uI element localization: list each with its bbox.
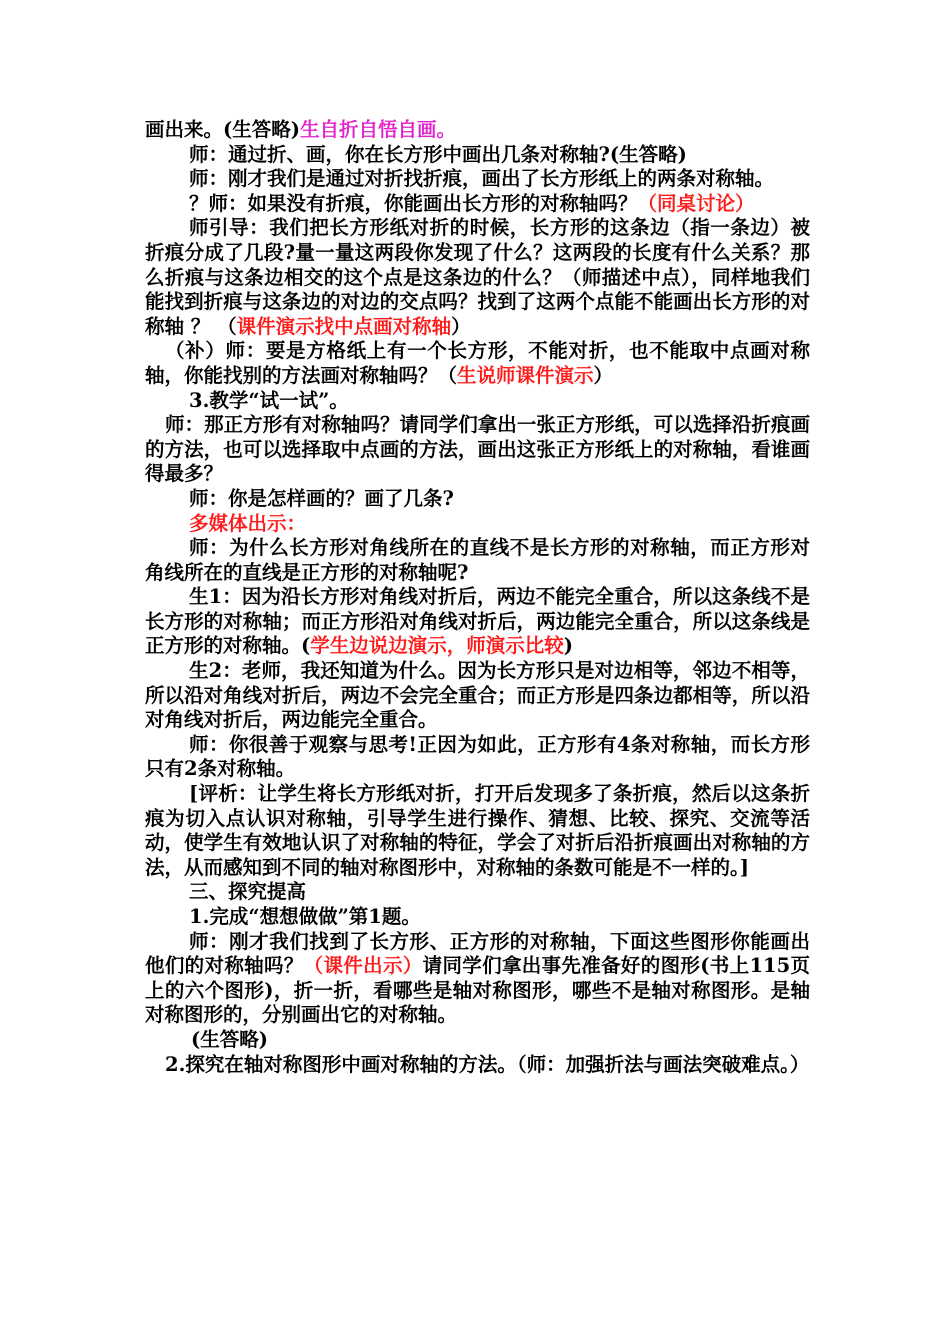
highlight-text: 学生边说边演示，师演示比较	[310, 634, 564, 658]
text: 师引导：我们把长方形纸对折的时候，长方形的这条边（指一条边）被折痕分成了几段?量一量这两段你发现了什么？这两段的长度有什么关系？那么折痕与这条边相交的这个点是这条边的什么？（师描述中点），同样地我们能找到折痕与这条边的对边的交点吗？找到了这两个点能不能画出长方形的对称轴 ？ （	[145, 216, 810, 338]
paragraph-10	[145, 512, 810, 537]
text: ）	[593, 363, 614, 387]
paragraph-3	[145, 167, 810, 192]
paragraph-4	[145, 192, 810, 217]
text: 师：你是怎样画的？画了几条?	[189, 486, 454, 510]
text: （补）师：要是方格纸上有一个长方形，不能对折，也不能取中点画对称轴，你能找别的方法画对称轴吗？（	[145, 339, 810, 387]
paragraph-12	[145, 585, 810, 659]
paragraph-17	[145, 905, 810, 930]
paragraph-19	[145, 1028, 810, 1053]
highlight-text: 多媒体出示：	[189, 511, 307, 535]
document-page	[145, 118, 810, 1077]
text: 师：刚才我们找到了长方形、正方形的对称轴，下面这些图形你能画出他们的对称轴吗？	[145, 929, 810, 978]
text: 三、探究提高	[189, 880, 307, 904]
text: 生1：因为沿长方形对角线对折后，两边不能完全重合，所以这条线不是长方形的对称轴；而正方形沿对角线对折后，两边能完全重合，所以这条线是正方形的对称轴。(	[145, 585, 810, 658]
paragraph-13	[145, 659, 810, 733]
text: ？师：如果没有折痕，你能画出长方形的对称轴吗？	[189, 191, 638, 215]
paragraph-7	[145, 389, 810, 414]
text: (生答略)	[191, 1027, 268, 1051]
paragraph-14	[145, 733, 810, 782]
paragraph-1	[145, 118, 810, 143]
section-heading	[145, 880, 810, 905]
text: 师：刚才我们是通过对折找折痕，画出了长方形纸上的两条对称轴。	[189, 167, 775, 191]
paragraph-20	[145, 1053, 810, 1078]
paragraph-11	[145, 536, 810, 585]
paragraph-8	[145, 413, 810, 487]
text: 请同学们拿出事先准备好的图形(书上115页上的六个图形)，折一折，看哪些是轴对称图形，哪些不是轴对称图形。是轴对称图形的，分别画出它的对称轴。	[145, 954, 810, 1027]
text: [评析：让学生将长方形纸对折，打开后发现多了条折痕，然后以这条折痕为切入点认识对称轴，引导学生进行操作、猜想、比较、探究、交流等活动，使学生有效地认识了对称轴的特征，学会了对折后沿折痕画出对称轴的方法，从而感知到不同的轴对称图形中，对称轴的条数可能是不一样的。]	[145, 782, 810, 879]
text: 师：通过折、画，你在长方形中画出几条对称轴?(生答略)	[189, 142, 687, 166]
paragraph-15	[145, 782, 810, 880]
highlight-text: 生说师课件演示	[457, 363, 594, 387]
text: 2.探究在轴对称图形中画对称轴的方法。（师：加强折法与画法突破难点。）	[165, 1052, 810, 1076]
paragraph-5	[145, 216, 810, 339]
text: 3.教学“试一试”。	[189, 388, 349, 412]
paragraph-2	[145, 143, 810, 168]
paragraph-6	[145, 339, 810, 388]
paragraph-18	[145, 930, 810, 1028]
highlight-text: 课件演示找中点画对称轴	[236, 314, 452, 338]
highlight-text: （课件出示）	[303, 954, 423, 978]
text: 师：为什么长方形对角线所在的直线不是长方形的对称轴，而正方形对角线所在的直线是正方形的对称轴呢?	[145, 536, 810, 584]
text: 师：你很善于观察与思考!正因为如此，正方形有4条对称轴，而长方形只有2条对称轴。	[145, 732, 810, 781]
text: ）	[451, 314, 471, 338]
text: 师：那正方形有对称轴吗？请同学们拿出一张正方形纸，可以选择沿折痕画的方法，也可以选择取中点画的方法，画出这张正方形纸上的对称轴，看谁画得最多？	[145, 413, 810, 486]
text: 1.完成“想想做做”第1题。	[189, 905, 421, 928]
text: )	[563, 634, 573, 658]
text: 生2：老师，我还知道为什么。因为长方形只是对边相等，邻边不相等，所以沿对角线对折后，两边不会完全重合；而正方形是四条边都相等，所以沿对角线对折后，两边能完全重合。	[145, 659, 810, 732]
highlight-text: （同桌讨论）	[637, 191, 755, 215]
paragraph-9	[145, 487, 810, 512]
text: 画出来。(生答略)	[145, 118, 300, 141]
highlight-text: 生自折自悟自画。	[299, 118, 456, 141]
